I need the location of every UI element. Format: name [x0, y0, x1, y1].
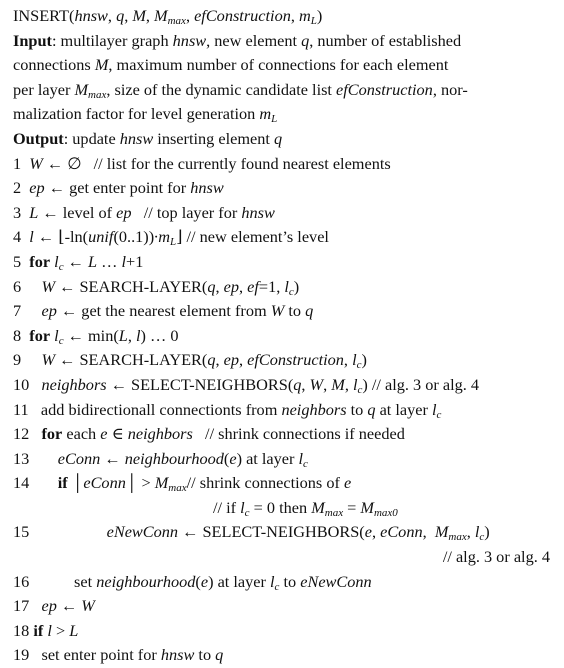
algo-line-11: 11 add bidirectionall connectionts from neighbors to q at layer lc — [13, 399, 442, 421]
signature-text: INSERT(hnsw, q, M, Mmax, efConstruction, mL) — [13, 6, 323, 27]
line-number: 19 — [13, 645, 30, 665]
algo-line-1: 1 W ← ∅ // list for the currently found nearest elements — [13, 153, 391, 173]
output-label: Output — [13, 128, 64, 148]
input-line-3 — [13, 78, 558, 103]
algo-line-19: 19 set enter point for hnsw to q — [13, 645, 224, 665]
algo-line-2: 2 ep ← get enter point for hnsw — [13, 178, 224, 198]
line-number: 9 — [13, 350, 22, 370]
algorithm-signature — [13, 4, 558, 29]
line-number: 10 — [13, 374, 30, 394]
line-number: 7 — [13, 301, 22, 321]
output-text: : update hnsw inserting element q — [63, 128, 283, 148]
algo-line-7: 7 ep ← get the nearest element from W to q — [13, 301, 314, 321]
line-number: 13 — [13, 448, 30, 468]
line-number: 18 — [13, 620, 30, 640]
algo-line-3: 3 L ← level of ep // top layer for hnsw — [13, 202, 275, 222]
input-text-4: malization factor for level generation mL — [13, 104, 278, 126]
algo-line-10: 10 neighbors ← SELECT-NEIGHBORS(q, W, M, lc) // alg. 3 or alg. 4 — [13, 374, 480, 396]
input-text-2: connections M, maximum number of connections for each element — [13, 55, 449, 75]
input-text-1: : multilayer graph hnsw, new element q, number of established — [51, 30, 462, 50]
line-number: 1 — [13, 153, 22, 173]
line-number: 11 — [13, 399, 29, 419]
input-label: Input — [13, 30, 52, 50]
line-number: 3 — [13, 202, 22, 222]
line-number: 17 — [13, 596, 30, 616]
algo-line-13: 13 eConn ← neighbourhood(e) at layer lc — [13, 448, 308, 470]
line-number: 2 — [13, 178, 22, 198]
algo-line-17: 17 ep ← W — [13, 596, 95, 616]
algo-line-5: 5 for lc ← L … l+1 — [13, 251, 144, 273]
line-number: 6 — [13, 276, 22, 296]
algo-line-14-cont: // if lc = 0 then Mmax = Mmax0 — [213, 497, 398, 519]
line-number: 16 — [13, 571, 30, 591]
output-line — [13, 127, 558, 152]
input-line-1 — [13, 29, 558, 54]
line-number: 14 — [13, 473, 30, 493]
algo-line-8: 8 for lc ← min(L, l) … 0 — [13, 325, 179, 347]
input-line-4 — [13, 102, 558, 127]
line-number: 12 — [13, 424, 30, 444]
algo-line-15: 15 eNewConn ← SELECT-NEIGHBORS(e, eConn, Mmax, lc) — [13, 522, 490, 544]
line-number: 5 — [13, 251, 22, 271]
line-number: 4 — [13, 227, 22, 247]
algo-line-6: 6 W ← SEARCH-LAYER(q, ep, ef=1, lc) — [13, 276, 300, 298]
algo-line-15-cont — [13, 545, 558, 570]
algo-line-18: 18 if l > L — [13, 620, 79, 640]
line-number: 15 — [13, 522, 30, 542]
algo-line-14: 14 if │eConn│ > Mmax// shrink connections of e — [13, 473, 352, 495]
line-number: 8 — [13, 325, 22, 345]
algorithm-block — [13, 4, 558, 668]
algo-line-9: 9 W ← SEARCH-LAYER(q, ep, efConstruction, lc) — [13, 350, 367, 372]
algo-line-16: 16 set neighbourhood(e) at layer lc to eNewConn — [13, 571, 372, 593]
algo-line-12: 12 for each e ∈ neighbors // shrink connections if needed — [13, 424, 405, 444]
alg-reference: // alg. 3 or alg. 4 — [442, 547, 550, 567]
algo-line-4: 4 l ← ⌊-ln(unif(0..1))∙mL⌋ // new element’s level — [13, 227, 329, 249]
input-text-3: per layer Mmax, size of the dynamic candidate list efConstruction, nor- — [13, 79, 468, 101]
input-line-2 — [13, 53, 558, 78]
